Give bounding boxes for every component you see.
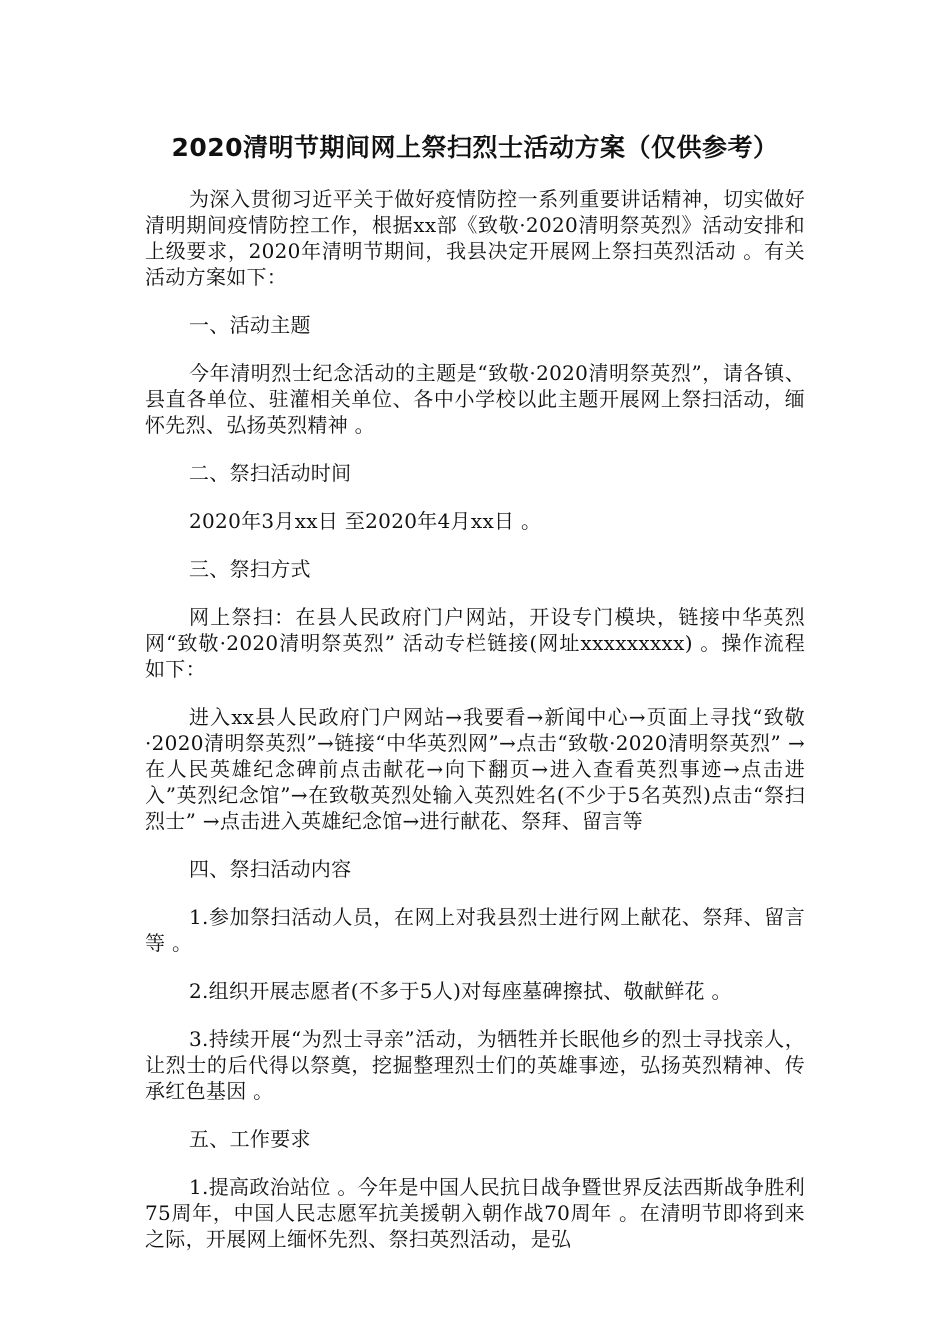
document-title: 2020清明节期间网上祭扫烈士活动方案（仅供参考） <box>171 133 779 162</box>
section-heading-content: 四、祭扫活动内容 <box>189 857 352 881</box>
section-heading-time: 二、祭扫活动时间 <box>189 461 352 485</box>
content-item-2: 2.组织开展志愿者(不多于5人)对每座墓碑擦拭、敬献鲜花 。 <box>189 979 732 1003</box>
section-heading-method: 三、祭扫方式 <box>189 557 311 581</box>
procedure-paragraph: 进入xx县人民政府门户网站→我要看→新闻中心→页面上寻找“致敬·2020清明祭英烈”→链接“中华英烈网”→点击“致敬·2020清明祭英烈” →在人民英雄纪念碑前点击献花→向下翻页→进入查看英烈事迹→点击进入”英烈纪念馆”→在致敬英烈处输入英烈姓名(不少于5名英烈)点击“祭扫烈士” →点击进入英雄纪念馆→进行献花、祭拜、留言等 <box>145 705 805 833</box>
content-item-1: 1.参加祭扫活动人员，在网上对我县烈士进行网上献花、祭拜、留言等 。 <box>145 905 805 955</box>
method-paragraph: 网上祭扫：在县人民政府门户网站，开设专门模块，链接中华英烈网“致敬·2020清明祭英烈” 活动专栏链接(网址xxxxxxxxx) 。操作流程如下： <box>145 605 805 681</box>
theme-paragraph: 今年清明烈士纪念活动的主题是“致敬·2020清明祭英烈”，请各镇、县直各单位、驻灌相关单位、各中小学校以此主题开展网上祭扫活动，缅怀先烈、弘扬英烈精神 。 <box>145 361 805 437</box>
document-page <box>145 128 805 1274</box>
time-paragraph: 2020年3月xx日 至2020年4月xx日 。 <box>189 509 542 533</box>
section-heading-theme: 一、活动主题 <box>189 313 311 337</box>
section-heading-requirements: 五、工作要求 <box>189 1127 311 1151</box>
content-item-3: 3.持续开展“为烈士寻亲”活动，为牺牲并长眠他乡的烈士寻找亲人，让烈士的后代得以祭奠，挖掘整理烈士们的英雄事迹，弘扬英烈精神、传承红色基因 。 <box>145 1027 805 1103</box>
requirement-item-1: 1.提高政治站位 。今年是中国人民抗日战争暨世界反法西斯战争胜利75周年，中国人民志愿军抗美援朝入朝作战70周年 。在清明节即将到来之际，开展网上缅怀先烈、祭扫英烈活动，是弘 <box>145 1175 805 1251</box>
intro-paragraph: 为深入贯彻习近平关于做好疫情防控一系列重要讲话精神，切实做好清明期间疫情防控工作，根据xx部《致敬·2020清明祭英烈》活动安排和上级要求，2020年清明节期间，我县决定开展网上祭扫英烈活动 。有关活动方案如下： <box>145 187 805 289</box>
